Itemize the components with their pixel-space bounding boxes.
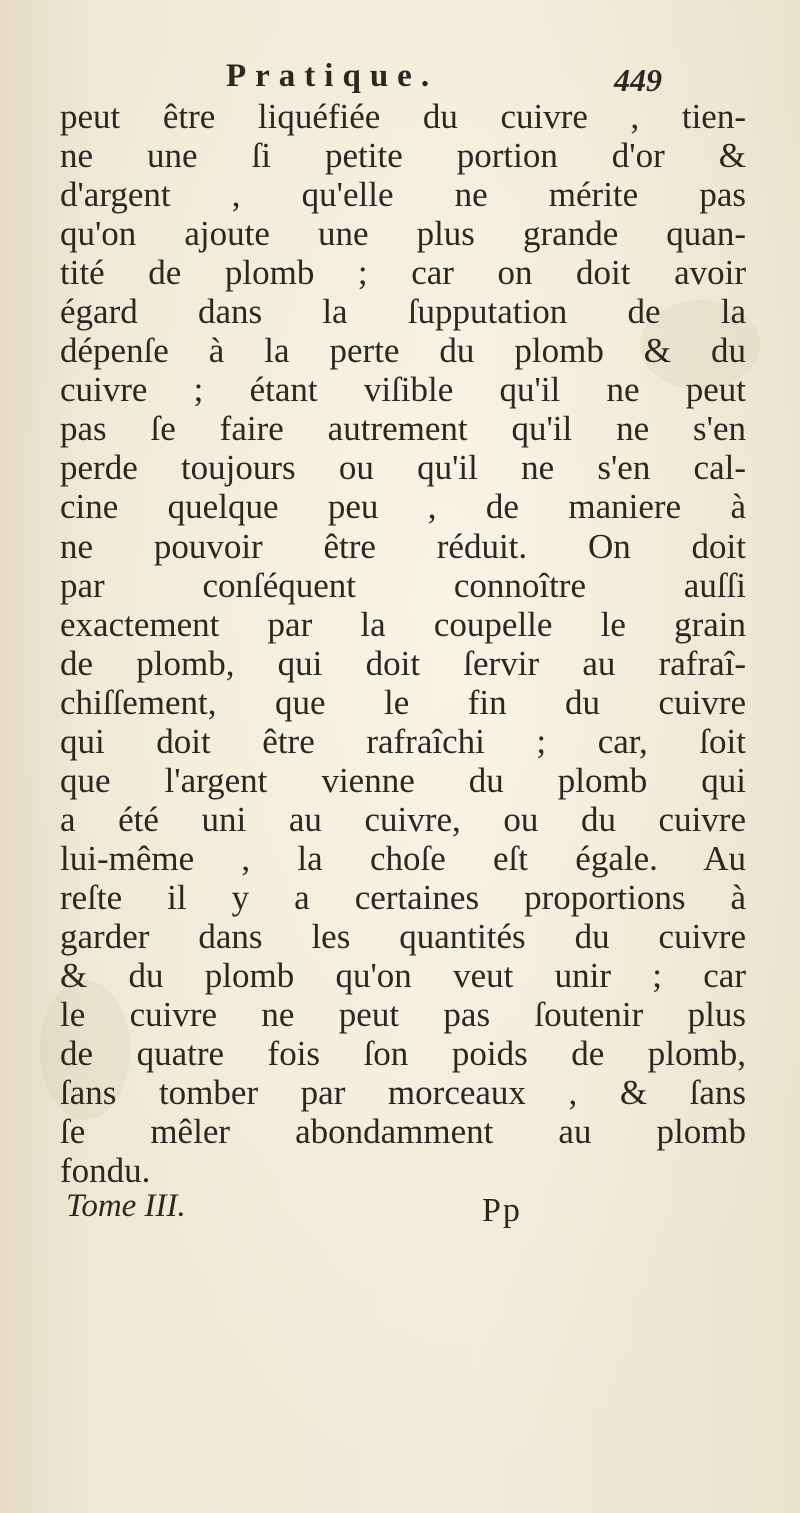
text-line: pas ſe faire autrement qu'il ne s'en — [60, 409, 746, 449]
volume-signature: Tome III. — [66, 1188, 186, 1224]
text-line: d'argent , qu'elle ne mérite pas — [60, 175, 746, 215]
text-line: tité de plomb ; car on doit avoir — [60, 253, 746, 293]
text-line: chiſſement, que le fin du cuivre — [60, 682, 746, 722]
text-line: dépenſe à la perte du plomb & du — [60, 331, 746, 371]
text-line: reſte il y a certaines proportions à — [60, 877, 746, 917]
text-line: cine quelque peu , de maniere à — [60, 487, 746, 527]
text-line: de quatre fois ſon poids de plomb, — [60, 1034, 746, 1074]
text-line: qui doit être rafraîchi ; car, ſoit — [60, 721, 746, 761]
text-line: peut être liquéfiée du cuivre , tien- — [60, 97, 746, 136]
text-line: fondu. — [60, 1151, 151, 1191]
text-line: garder dans les quantités du cuivre — [60, 916, 746, 956]
body-text — [60, 97, 746, 1190]
text-line: égard dans la ſupputation de la — [60, 292, 746, 332]
text-line: perde toujours ou qu'il ne s'en cal- — [60, 448, 746, 488]
text-line: a été uni au cuivre, ou du cuivre — [60, 799, 746, 839]
running-head-title: Pratique. — [226, 58, 439, 94]
text-line: par conſéquent connoître auſſi — [60, 565, 746, 605]
text-line: que l'argent vienne du plomb qui — [60, 760, 746, 800]
gathering-signature: Pp — [482, 1192, 522, 1229]
page-footer — [0, 1188, 800, 1238]
text-line: ſe mêler abondamment au plomb — [60, 1112, 746, 1152]
text-line: ne pouvoir être réduit. On doit — [60, 526, 746, 566]
running-head — [0, 58, 800, 98]
text-line: exactement par la coupelle le grain — [60, 604, 746, 644]
text-line: le cuivre ne peut pas ſoutenir plus — [60, 995, 746, 1035]
text-line: lui-même , la choſe eſt égale. Au — [60, 838, 746, 878]
text-line: ſans tomber par morceaux , & ſans — [60, 1073, 746, 1113]
page-number: 449 — [614, 62, 662, 98]
text-line: & du plomb qu'on veut unir ; car — [60, 956, 746, 996]
text-line: cuivre ; étant viſible qu'il ne peut — [60, 370, 746, 410]
text-line: de plomb, qui doit ſervir au rafraî- — [60, 643, 746, 683]
text-line: ne une ſi petite portion d'or & — [60, 136, 746, 176]
text-line: qu'on ajoute une plus grande quan- — [60, 214, 746, 254]
